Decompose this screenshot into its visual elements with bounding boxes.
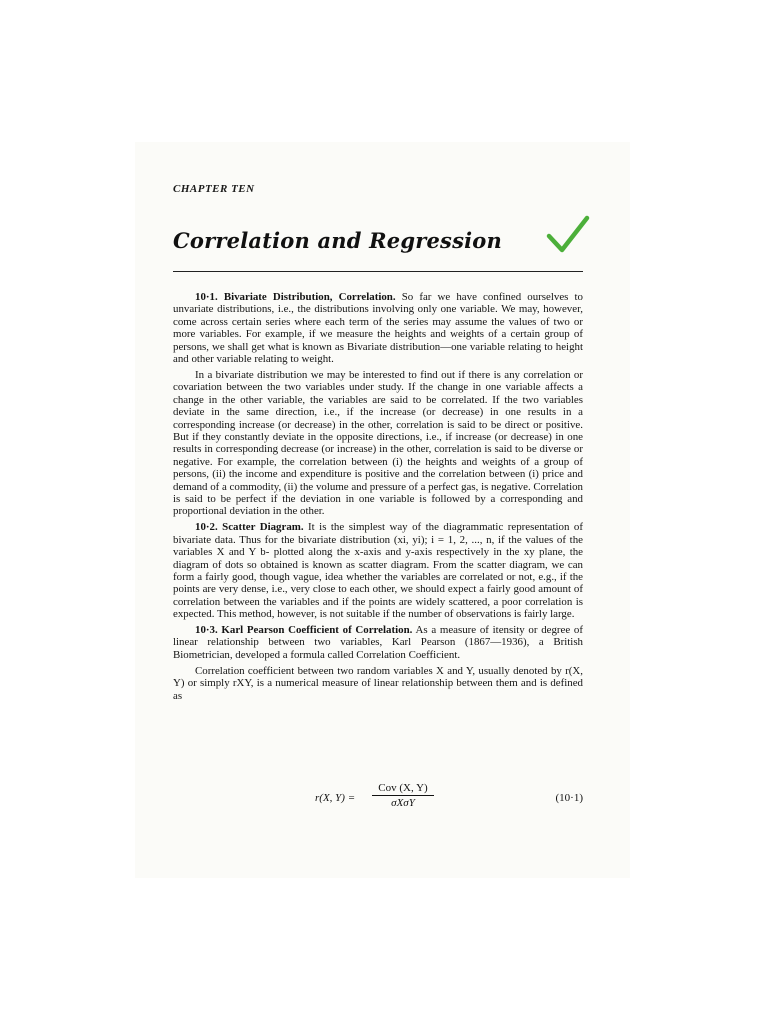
formula-denominator: σXσY — [391, 797, 415, 809]
section-10-1-paragraph — [173, 291, 583, 365]
title-divider — [173, 271, 583, 272]
section-10-2-paragraph — [173, 521, 583, 620]
section-10-3-heading: 10·3. Karl Pearson Coefficient of Correlation. — [195, 624, 413, 637]
section-10-3-text: As a measure of itensity or degree of linear relationship between two variables, Karl Pearson (1867—1936), a British Biometrician, developed a formula called Correlation Coefficient. — [173, 624, 584, 661]
section-10-1-text: So far we have confined ourselves to unvariate distributions, i.e., the distributions involving only one variable. We may, however, come across certain series where each term of the series may assume the values of two or more variables. For example, if we measure the heights and weights of a certain group of persons, we shall get what is known as Bivariate distribution—one variable relating to height and other variable relating to weight. — [173, 291, 583, 366]
chapter-title: Correlation and Regression — [173, 228, 502, 253]
equation-number: (10·1) — [555, 792, 583, 804]
bivariate-paragraph: In a bivariate distribution we may be interested to find out if there is any correlation or covariation between the two variables under study. If the change in one variable affects a change in the other variable, the variables are said to be correlated. If the two variables deviate in the same direction, i.e., if the increase (or decrease) in one results in a corresponding increase (or decrease) in the other, correlation is said to be direct or positive. But if they constantly deviate in the opposite directions, i.e., if increase (or decrease) in one results in corresponding decrease (or increase) in the other, correlation is said to be diverse or negative. For example, the correlation between (i) the heights and weights of a group of persons, (ii) the income and expenditure is positive and the correlation between (i) price and demand of a commodity, (ii) the volume and pressure of a perfect gas, is negative. Correlation is said to be perfect if the deviation in one variable is followed by a corresponding and proportional deviation in the other. — [173, 368, 583, 518]
checkmark-icon — [545, 212, 591, 258]
chapter-label: CHAPTER TEN — [173, 183, 255, 195]
section-10-3-paragraph — [173, 624, 583, 661]
formula-lhs: r(X, Y) = — [315, 792, 356, 804]
section-10-2-heading: 10·2. Scatter Diagram. — [195, 521, 304, 534]
body-text — [173, 291, 583, 706]
section-10-2-text: It is the simplest way of the diagrammatic representation of bivariate data. Thus for the bivariate distribution (xi, yi); i = 1, 2, ..., n, if the values of the variables X and Y b- plotted along the x-axis and y-axis respectively in the xy plane, the diagram of dots so obtained is known as scatter diagram. From the scatter diagram, we can form a fairly good, though vague, idea whether the variables are correlated or not, e.g., if the points are very dense, i.e., very close to each other, we should expect a fairly good amount of correlation between the variables and if the points are widely scattered, a poor correlation is expected. This method, however, is not suitable if the number of observations is fairly large. — [173, 521, 583, 621]
section-10-1-heading: 10·1. Bivariate Distribution, Correlation. — [195, 291, 396, 303]
correlation-formula — [173, 782, 583, 816]
formula-fraction — [372, 782, 434, 809]
formula-numerator: Cov (X, Y) — [372, 782, 434, 796]
definition-paragraph: Correlation coefficient between two random variables X and Y, usually denoted by r(X, Y) or simply rXY, is a numerical measure of linear relationship between them and is defined as — [173, 664, 583, 702]
